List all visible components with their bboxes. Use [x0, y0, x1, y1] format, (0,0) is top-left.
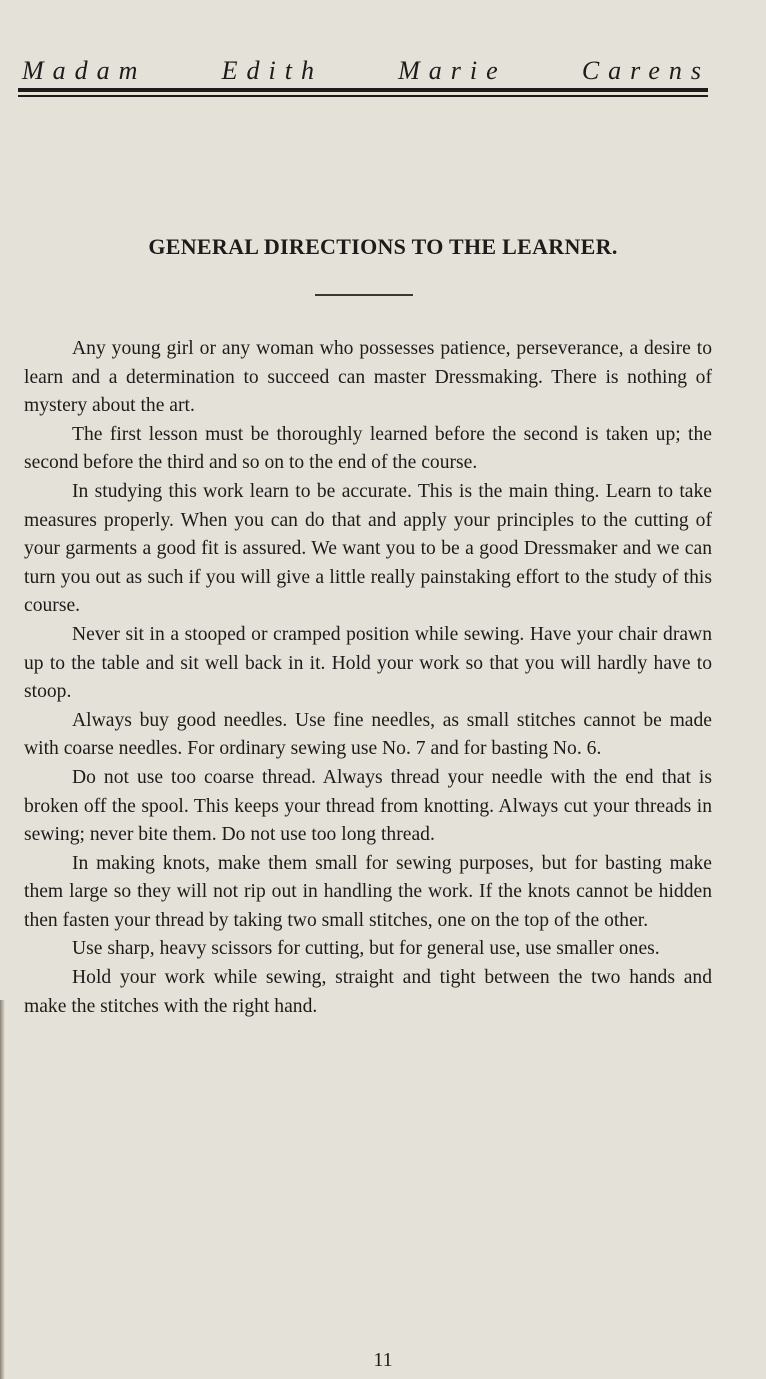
paragraph: Any young girl or any woman who possesses patience, perseverance, a desire to learn and a determination to succeed can master Dressmaking. There is nothing of mystery about the art.	[24, 338, 712, 417]
section-heading: GENERAL DIRECTIONS TO THE LEARNER.	[148, 234, 618, 259]
header-rule-thin	[18, 95, 708, 97]
paragraph: Never sit in a stooped or cramped position while sewing. Have your chair drawn up to the table and sit well back in it. Hold your work so that you will hardly have to stoop.	[24, 623, 712, 703]
page-number: 11	[373, 1349, 393, 1371]
header-rule-thick	[18, 88, 708, 92]
body-text	[24, 335, 712, 1021]
running-header	[22, 56, 710, 86]
paragraph: Hold your work while sewing, straight and tight between the two hands and make the stitches with the right hand.	[24, 967, 712, 1017]
header-word: Carens	[581, 56, 710, 85]
paragraph: In making knots, make them small for sewing purposes, but for basting make them large so they will not rip out in handling the work. If the knots cannot be hidden then fasten your thread by taking two small stitches, one on the top of the other.	[24, 852, 712, 931]
header-word: Madam	[22, 56, 147, 85]
paragraph: Always buy good needles. Use fine needles, as small stitches cannot be made with coarse needles. For ordinary sewing use No. 7 and for basting No. 6.	[24, 709, 712, 760]
header-word: Marie	[398, 56, 507, 85]
binding-shadow	[0, 1000, 5, 1379]
paragraph: Do not use too coarse thread. Always thread your needle with the end that is broken off the spool. This keeps your thread from knotting. Always cut your threads in sewing; never bite them. Do not use too long thread.	[24, 766, 712, 846]
paragraph: Use sharp, heavy scissors for cutting, but for general use, use smaller ones.	[72, 938, 660, 960]
paragraph: The first lesson must be thoroughly learned before the second is taken up; the second before the third and so on to the end of the course.	[24, 423, 712, 474]
header-word: Edith	[221, 56, 323, 85]
heading-divider	[315, 294, 413, 296]
paragraph: In studying this work learn to be accurate. This is the main thing. Learn to take measures properly. When you can do that and apply your principles to the cutting of your garments a good fit is assured. We want you to be a good Dressmaker and we can turn you out as such if you will give a little really painstaking effort to the study of this course.	[24, 480, 712, 617]
